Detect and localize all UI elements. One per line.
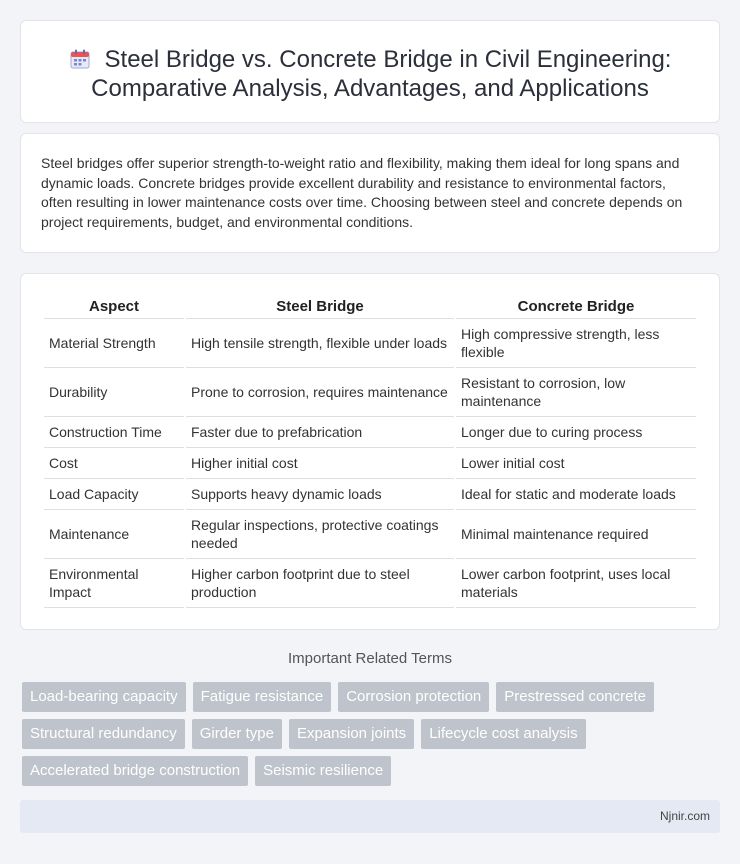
related-term-tag[interactable]: Corrosion protection bbox=[338, 682, 489, 712]
footer-site: Njnir.com bbox=[659, 809, 710, 823]
cell-concrete: Longer due to curing process bbox=[456, 417, 696, 448]
calendar-icon bbox=[69, 48, 91, 70]
cell-steel: Higher initial cost bbox=[186, 448, 454, 479]
title-card bbox=[20, 20, 720, 123]
related-term-tag[interactable]: Expansion joints bbox=[289, 719, 414, 749]
intro-card bbox=[20, 133, 720, 253]
table-row bbox=[44, 417, 696, 448]
table-row bbox=[44, 368, 696, 417]
table-row bbox=[44, 559, 696, 608]
cell-concrete: High compressive strength, less flexible bbox=[456, 319, 696, 368]
cell-concrete: Resistant to corrosion, low maintenance bbox=[456, 368, 696, 417]
related-term-tag[interactable]: Load-bearing capacity bbox=[22, 682, 186, 712]
related-term-tag[interactable]: Seismic resilience bbox=[255, 756, 391, 786]
related-terms-title: Important Related Terms bbox=[288, 650, 452, 667]
related-term-tag[interactable]: Girder type bbox=[192, 719, 282, 749]
table-row bbox=[44, 448, 696, 479]
related-term-tag[interactable]: Accelerated bridge construction bbox=[22, 756, 248, 786]
cell-steel: Regular inspections, protective coatings needed bbox=[186, 510, 454, 559]
cell-aspect: Construction Time bbox=[44, 417, 184, 448]
table-header-row bbox=[44, 296, 696, 319]
cell-steel: Higher carbon footprint due to steel production bbox=[186, 559, 454, 608]
related-terms-tags bbox=[22, 682, 712, 793]
cell-aspect: Cost bbox=[44, 448, 184, 479]
cell-aspect: Load Capacity bbox=[44, 479, 184, 510]
page-title bbox=[41, 45, 699, 103]
intro-paragraph: Steel bridges offer superior strength-to-weight ratio and flexibility, making them ideal for long spans and dynamic loads. Concrete bridges provide excellent durability and resistance to environmental factors, often resulting in lower maintenance costs over time. Choosing between steel and concrete depends on project requirements, budget, and environmental conditions. bbox=[41, 155, 683, 230]
column-header-concrete: Concrete Bridge bbox=[456, 296, 696, 319]
cell-aspect: Maintenance bbox=[44, 510, 184, 559]
comparison-table-card bbox=[20, 273, 720, 630]
cell-steel: Faster due to prefabrication bbox=[186, 417, 454, 448]
column-header-steel: Steel Bridge bbox=[186, 296, 454, 319]
comparison-table bbox=[42, 296, 698, 608]
cell-aspect: Environmental Impact bbox=[44, 559, 184, 608]
footer bbox=[20, 800, 720, 833]
cell-concrete: Lower carbon footprint, uses local materials bbox=[456, 559, 696, 608]
table-row bbox=[44, 510, 696, 559]
cell-steel: Supports heavy dynamic loads bbox=[186, 479, 454, 510]
related-term-tag[interactable]: Fatigue resistance bbox=[193, 682, 332, 712]
related-term-tag[interactable]: Structural redundancy bbox=[22, 719, 185, 749]
related-term-tag[interactable]: Prestressed concrete bbox=[496, 682, 654, 712]
related-term-tag[interactable]: Lifecycle cost analysis bbox=[421, 719, 585, 749]
cell-steel: Prone to corrosion, requires maintenance bbox=[186, 368, 454, 417]
cell-concrete: Ideal for static and moderate loads bbox=[456, 479, 696, 510]
column-header-aspect: Aspect bbox=[44, 296, 184, 319]
cell-concrete: Minimal maintenance required bbox=[456, 510, 696, 559]
cell-aspect: Material Strength bbox=[44, 319, 184, 368]
table-row bbox=[44, 479, 696, 510]
table-row bbox=[44, 319, 696, 368]
cell-steel: High tensile strength, flexible under loads bbox=[186, 319, 454, 368]
cell-aspect: Durability bbox=[44, 368, 184, 417]
page-title-text: Steel Bridge vs. Concrete Bridge in Civil Engineering: Comparative Analysis, Advantages, and Applications bbox=[91, 46, 672, 102]
cell-concrete: Lower initial cost bbox=[456, 448, 696, 479]
